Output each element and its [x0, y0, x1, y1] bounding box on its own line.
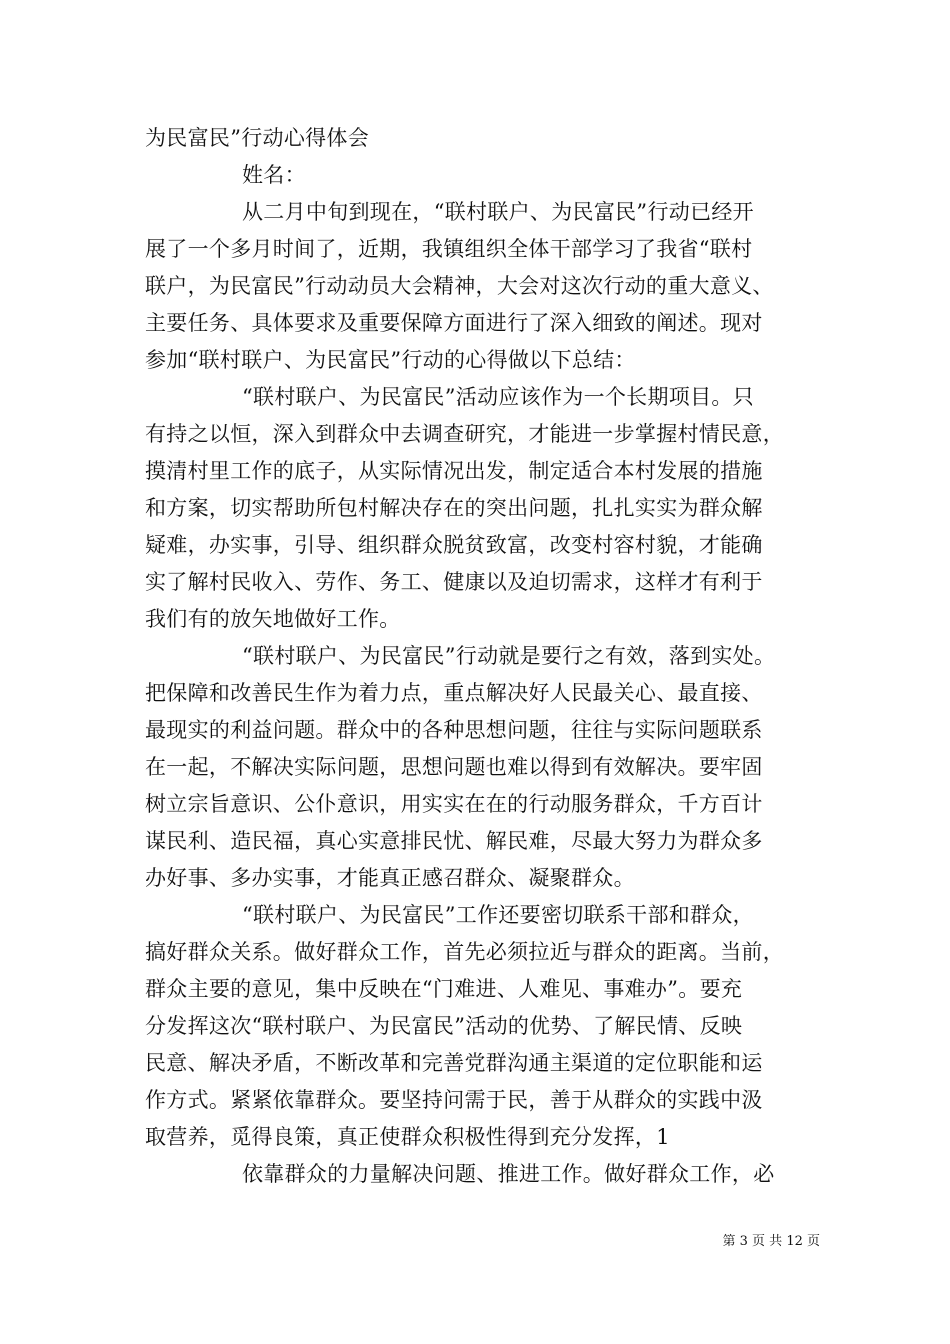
page-number-footer: 第 3 页 共 12 页 — [722, 1234, 820, 1249]
paragraph-line: 作方式。紧紧依靠群众。要坚持问需于民，善于从群众的实践中汲 — [145, 1088, 763, 1112]
paragraph-line: 有持之以恒，深入到群众中去调查研究，才能进一步掌握村情民意， — [145, 422, 784, 446]
name-label: 姓名： — [242, 163, 306, 187]
paragraph-line: 依靠群众的力量解决问题、推进工作。做好群众工作，必 — [242, 1162, 775, 1186]
paragraph-line: 树立宗旨意识、公仆意识，用实实在在的行动服务群众，千方百计 — [145, 792, 763, 816]
paragraph-line: “联村联户、为民富民”工作还要密切联系干部和群众， — [242, 903, 754, 927]
paragraph-line: 群众主要的意见，集中反映在“门难进、人难见、事难办”。要充 — [145, 977, 743, 1001]
paragraph-line: 我们有的放矢地做好工作。 — [145, 607, 401, 631]
document-body — [145, 120, 825, 1193]
paragraph-line: 把保障和改善民生作为着力点，重点解决好人民最关心、最直接、 — [145, 681, 763, 705]
paragraph-line: 分发挥这次“联村联户、为民富民”活动的优势、了解民情、反映 — [145, 1014, 743, 1038]
paragraph-line: 从二月中旬到现在，“联村联户、为民富民”行动已经开 — [242, 200, 754, 224]
paragraph-line: “联村联户、为民富民”行动就是要行之有效，落到实处。 — [242, 644, 776, 668]
paragraph-line: 取营养，觅得良策，真正使群众积极性得到充分发挥，1 — [145, 1125, 670, 1149]
paragraph-line: 办好事、多办实事，才能真正感召群众、凝聚群众。 — [145, 866, 635, 890]
paragraph-line: 展了一个多月时间了，近期，我镇组织全体干部学习了我省“联村 — [145, 237, 753, 261]
paragraph-line: 在一起，不解决实际问题，思想问题也难以得到有效解决。要牢固 — [145, 755, 763, 779]
paragraph-line: 搞好群众关系。做好群众工作，首先必须拉近与群众的距离。当前， — [145, 940, 784, 964]
paragraph-line: 主要任务、具体要求及重要保障方面进行了深入细致的阐述。现对 — [145, 311, 763, 335]
document-title: 为民富民”行动心得体会 — [145, 126, 370, 150]
paragraph-line: 参加“联村联户、为民富民”行动的心得做以下总结： — [145, 348, 636, 372]
paragraph-line: 实了解村民收入、劳作、务工、健康以及迫切需求，这样才有利于 — [145, 570, 763, 594]
paragraph-line: 和方案，切实帮助所包村解决存在的突出问题，扎扎实实为群众解 — [145, 496, 763, 520]
paragraph-line: 摸清村里工作的底子，从实际情况出发，制定适合本村发展的措施 — [145, 459, 763, 483]
paragraph-line: 最现实的利益问题。群众中的各种思想问题，往往与实际问题联系 — [145, 718, 763, 742]
paragraph-line: 民意、解决矛盾，不断改革和完善党群沟通主渠道的定位职能和运 — [145, 1051, 763, 1075]
paragraph-line: 疑难，办实事，引导、组织群众脱贫致富，改变村容村貌，才能确 — [145, 533, 763, 557]
paragraph-line: “联村联户、为民富民”活动应该作为一个长期项目。只 — [242, 385, 754, 409]
paragraph-line: 联户，为民富民”行动动员大会精神，大会对这次行动的重大意义、 — [145, 274, 774, 298]
paragraph-line: 谋民利、造民福，真心实意排民忧、解民难，尽最大努力为群众多 — [145, 829, 763, 853]
